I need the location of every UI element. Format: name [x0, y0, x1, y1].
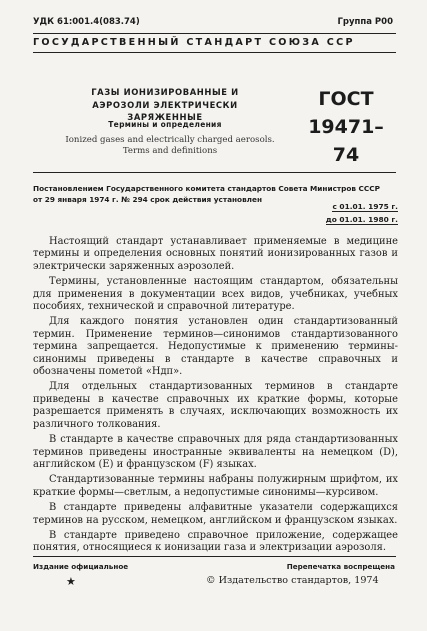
paragraph-6: Стандартизованные термины набраны полужирным шрифтом, их краткие формы—светлым, а недопустимые синонимы—курсивом. — [33, 474, 398, 498]
gost-label: ГОСТ — [318, 88, 374, 110]
paragraph-3: Для каждого понятия установлен один стандартизованный термин. Применение терминов—синонимов стандартизованного термина запрещается. Недопустимые к применению термины-синонимы приведены в стандарте в качестве справочных и обозначены пометой «Ндп». — [33, 316, 398, 378]
paragraph-5: В стандарте в качестве справочных для ряда стандартизованных терминов приведены иностранные эквиваленты на немецком (D), английском (Е) и французском (F) языках. — [33, 434, 398, 470]
validity-to: до 01.01. 1980 г. — [325, 214, 398, 224]
english-title-line-2: Terms and definitions — [122, 146, 218, 156]
footer-rule — [33, 556, 396, 557]
body-text — [33, 236, 398, 558]
decree-line-2: от 29 января 1974 г. № 294 срок действия установлен — [33, 195, 263, 205]
banner-rule — [33, 52, 396, 53]
english-title-line-1: Ionized gases and electrically charged aerosols. — [65, 135, 275, 145]
group-code: Группа Р00 — [337, 17, 393, 27]
english-title — [55, 135, 285, 157]
paragraph-2: Термины, установленные настоящим стандартом, обязательны для применения в документации всех видов, учебниках, учебных пособиях, технической и справочной литературе. — [33, 276, 398, 313]
document-subtitle: Термины и определения — [108, 120, 222, 129]
paragraph-4: Для отдельных стандартизованных терминов в стандарте приведены в качестве справочных их краткие формы, которые разрешается применять в случаях, исключающих возможность их различного толкования. — [33, 381, 398, 430]
official-edition-label: Издание официальное — [33, 562, 129, 571]
gost-number: 19471–74 — [308, 116, 384, 166]
gost-designation — [296, 85, 396, 169]
title-line-1: ГАЗЫ ИОНИЗИРОВАННЫЕ И — [91, 87, 239, 97]
reprint-prohibited-label: Перепечатка воспрещена — [286, 562, 395, 571]
standard-banner: ГОСУДАРСТВЕННЫЙ СТАНДАРТ СОЮЗА ССР — [33, 37, 355, 48]
decree-line-1: Постановлением Государственного комитета стандартов Совета Министров СССР — [33, 184, 380, 193]
star-icon: ★ — [66, 575, 76, 588]
udk-code: УДК 61:001.4(083.74) — [33, 17, 140, 27]
validity-from: с 01.01. 1975 г. — [332, 202, 398, 211]
copyright-notice: © Издательство стандартов, 1974 — [206, 575, 379, 586]
paragraph-8: В стандарте приведено справочное приложение, содержащее понятия, относящиеся к ионизации газа и электризации аэрозоля. — [33, 529, 398, 554]
validity-dates — [326, 201, 398, 226]
paragraph-7: В стандарте приведены алфавитные указатели содержащихся терминов на русском, немецком, английском и французском языках. — [33, 502, 398, 526]
document-title — [60, 86, 270, 124]
top-rule — [33, 33, 396, 34]
paragraph-1: Настоящий стандарт устанавливает применяемые в медицине термины и определения основных понятий ионизированных газов и электрически заряженных аэрозолей. — [33, 236, 398, 272]
title-line-2: АЭРОЗОЛИ ЭЛЕКТРИЧЕСКИ ЗАРЯЖЕННЫЕ — [92, 99, 238, 122]
decree-rule — [33, 172, 396, 173]
